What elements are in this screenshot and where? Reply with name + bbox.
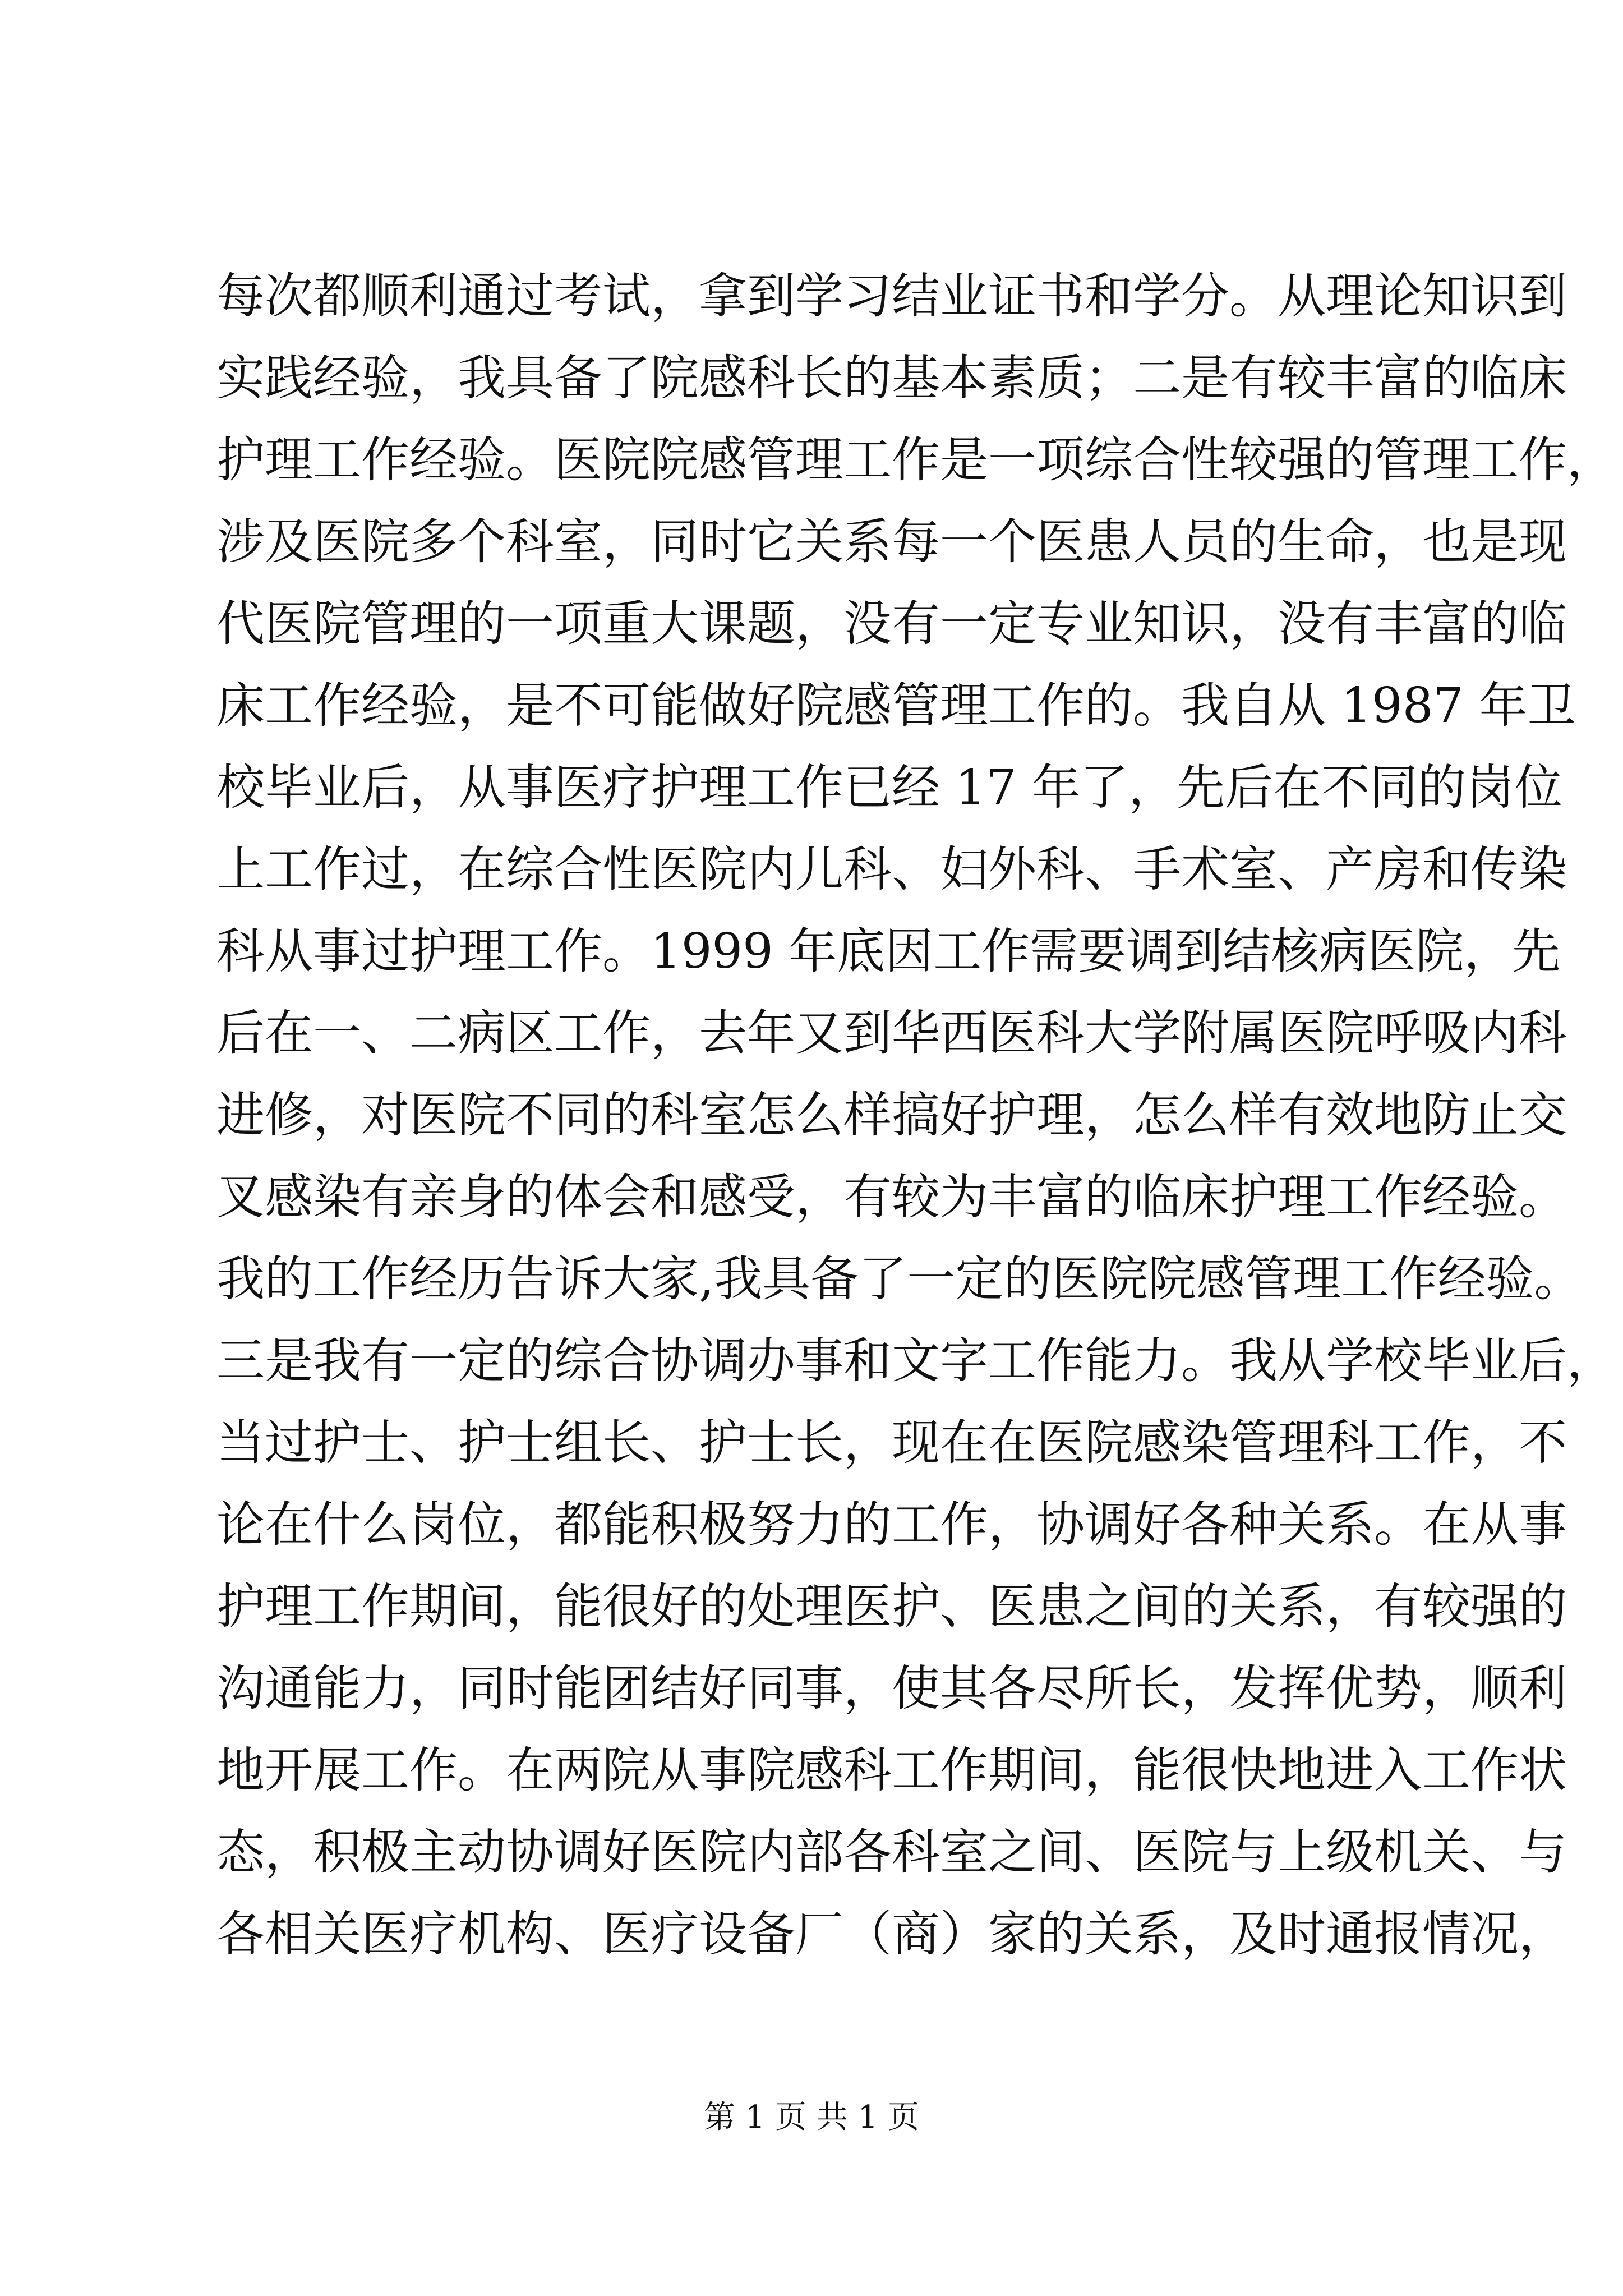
text-line: 论在什么岗位，都能积极努力的工作，协调好各种关系。在从事 bbox=[216, 1497, 1567, 1553]
text-line: 叉感染有亲身的体会和感受，有较为丰富的临床护理工作经验。 bbox=[216, 1169, 1567, 1225]
text-line: 校毕业后，从事医疗护理工作已经 17 年了，先后在不同的岗位 bbox=[216, 760, 1563, 816]
text-line: 实践经验，我具备了院感科长的基本素质；二是有较丰富的临床 bbox=[216, 350, 1567, 406]
text-line: 沟通能力，同时能团结好同事，使其各尽所长，发挥优势，顺利 bbox=[216, 1660, 1567, 1717]
text-line: 各相关医疗机构、医疗设备厂（商）家的关系，及时通报情况， bbox=[216, 1906, 1567, 1962]
text-line: 代医院管理的一项重大课题，没有一定专业知识，没有丰富的临 bbox=[216, 596, 1567, 652]
text-line: 态，积极主动协调好医院内部各科室之间、医院与上级机关、与 bbox=[216, 1824, 1567, 1880]
text-line: 我的工作经历告诉大家,我具备了一定的医院院感管理工作经验。 bbox=[216, 1251, 1583, 1307]
text-line: 后在一、二病区工作，去年又到华西医科大学附属医院呼吸内科 bbox=[216, 1005, 1567, 1061]
text-line: 科从事过护理工作。1999 年底因工作需要调到结核病医院，先 bbox=[216, 923, 1561, 979]
body-text bbox=[216, 255, 1615, 1975]
text-line: 上工作过，在综合性医院内儿科、妇外科、手术室、产房和传染 bbox=[216, 841, 1567, 898]
text-line: 当过护士、护士组长、护士长，现在在医院感染管理科工作，不 bbox=[216, 1415, 1567, 1471]
text-line: 床工作经验，是不可能做好院感管理工作的。我自从 1987 年卫 bbox=[216, 678, 1576, 734]
page-number-label: 第 1 页 共 1 页 bbox=[703, 2099, 920, 2136]
text-line: 进修，对医院不同的科室怎么样搞好护理，怎么样有效地防止交 bbox=[216, 1087, 1567, 1143]
text-line: 护理工作期间，能很好的处理医护、医患之间的关系，有较强的 bbox=[216, 1579, 1567, 1635]
text-line: 护理工作经验。医院院感管理工作是一项综合性较强的管理工作， bbox=[216, 432, 1615, 488]
text-line: 涉及医院多个科室，同时它关系每一个医患人员的生命，也是现 bbox=[216, 514, 1567, 570]
page-footer bbox=[0, 2095, 1623, 2140]
text-line: 地开展工作。在两院从事院感科工作期间，能很快地进入工作状 bbox=[216, 1742, 1567, 1798]
text-line: 每次都顺利通过考试，拿到学习结业证书和学分。从理论知识到 bbox=[216, 268, 1567, 324]
text-line: 三是我有一定的综合协调办事和文字工作能力。我从学校毕业后， bbox=[216, 1333, 1615, 1389]
